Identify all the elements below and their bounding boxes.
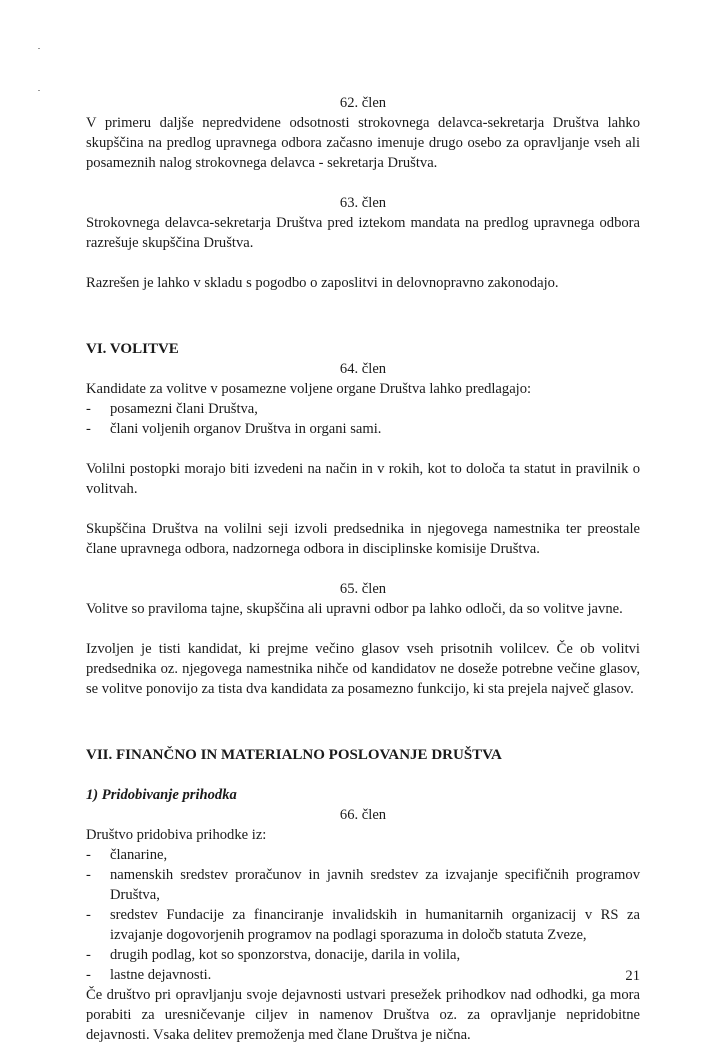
- list-item: [86, 865, 640, 905]
- article-64-title: 64. člen: [339, 361, 387, 377]
- article-63-title: 63. člen: [339, 195, 387, 211]
- scan-speck: [38, 90, 40, 91]
- article-62-title: 62. člen: [339, 95, 387, 111]
- article-62-line: posameznih nalog strokovnega delavca - sekretarja Društva.: [86, 155, 438, 171]
- article-62-line: skupščina na predlog upravnega odbora začasno imenuje drugo osebo za opravljanje vseh ali: [86, 135, 640, 151]
- list-item: - posamezni člani Društva,: [86, 399, 640, 419]
- list-item-line: Društva,: [110, 887, 160, 903]
- article-63-line: razrešuje skupščina Društva.: [86, 235, 254, 251]
- list-item-line: - sredstev Fundacije za financiranje invalidskih in humanitarnih organizacij v RS za: [110, 907, 640, 923]
- document-page: [86, 93, 640, 1045]
- page-number: 21: [625, 968, 640, 984]
- article-66-line: Če društvo pri opravljanju svoje dejavnosti ustvari presežek prihodkov nad odhodki, ga mora: [86, 987, 640, 1003]
- article-64-line: člane upravnega odbora, nadzornega odbora in disciplinske komisije Društva.: [86, 541, 540, 557]
- article-66-line: dejavnosti. Vsaka delitev premoženja med člane Društva je nična.: [86, 1027, 471, 1043]
- article-64-line: volitvah.: [86, 481, 138, 497]
- article-66-intro: Društvo pridobiva prihodke iz:: [86, 827, 267, 843]
- article-66-list: [86, 845, 640, 985]
- article-63-paragraph: Razrešen je lahko v skladu s pogodbo o zaposlitvi in delovnopravno zakonodajo.: [86, 275, 559, 291]
- article-64-list: [86, 399, 640, 439]
- article-64-intro: Kandidate za volitve v posamezne voljene organe Društva lahko predlagajo:: [86, 381, 532, 397]
- article-66-line: porabiti za uresničevanje ciljev in namenov Društva oz. za opravljanje nepridobitne: [86, 1007, 640, 1023]
- list-item: - drugih podlag, kot so sponzorstva, donacije, darila in volila,: [86, 945, 640, 965]
- article-65-title: 65. člen: [339, 581, 387, 597]
- article-62-line: V primeru daljše nepredvidene odsotnosti strokovnega delavca-sekretarja Društva lahko: [86, 115, 640, 131]
- list-item-line: izvajanje dogovorjenih programov na podlagi sporazuma in določb statuta Zveze,: [110, 927, 587, 943]
- article-66-title: 66. člen: [339, 807, 387, 823]
- article-65-line: se volitve ponovijo za tista dva kandidata za posamezno funkcijo, ki sta prejela največ glasov.: [86, 681, 634, 697]
- section-heading-volitve: VI. VOLITVE: [86, 341, 179, 357]
- list-item: - članarine,: [86, 845, 640, 865]
- article-63-line: Strokovnega delavca-sekretarja Društva pred iztekom mandata na predlog upravnega odbora: [86, 215, 640, 231]
- article-64-line: Skupščina Društva na volilni seji izvoli predsednika in njegovega namestnika ter preostale: [86, 521, 640, 537]
- article-64-line: Volilni postopki morajo biti izvedeni na način in v rokih, kot to določa ta statut in pravilnik o: [86, 461, 640, 477]
- article-65-line: predsednika oz. njegovega namestnika nihče od kandidatov ne doseže potrebne večine glasov,: [86, 661, 640, 677]
- list-item: - lastne dejavnosti.: [86, 965, 640, 985]
- list-item-line: - namenskih sredstev proračunov in javnih sredstev za izvajanje specifičnih programov: [110, 867, 640, 883]
- list-item: - člani voljenih organov Društva in organi sami.: [86, 419, 640, 439]
- list-item: [86, 905, 640, 945]
- scan-speck: [38, 48, 40, 49]
- article-65-line: Izvoljen je tisti kandidat, ki prejme večino glasov vseh prisotnih volilcev. Če ob volitvi: [86, 641, 640, 657]
- section-heading-financno: VII. FINANČNO IN MATERIALNO POSLOVANJE DRUŠTVA: [86, 747, 502, 763]
- subsection-heading: 1) Pridobivanje prihodka: [86, 787, 237, 803]
- article-65-paragraph: Volitve so praviloma tajne, skupščina ali upravni odbor pa lahko odloči, da so volitve javne.: [86, 601, 623, 617]
